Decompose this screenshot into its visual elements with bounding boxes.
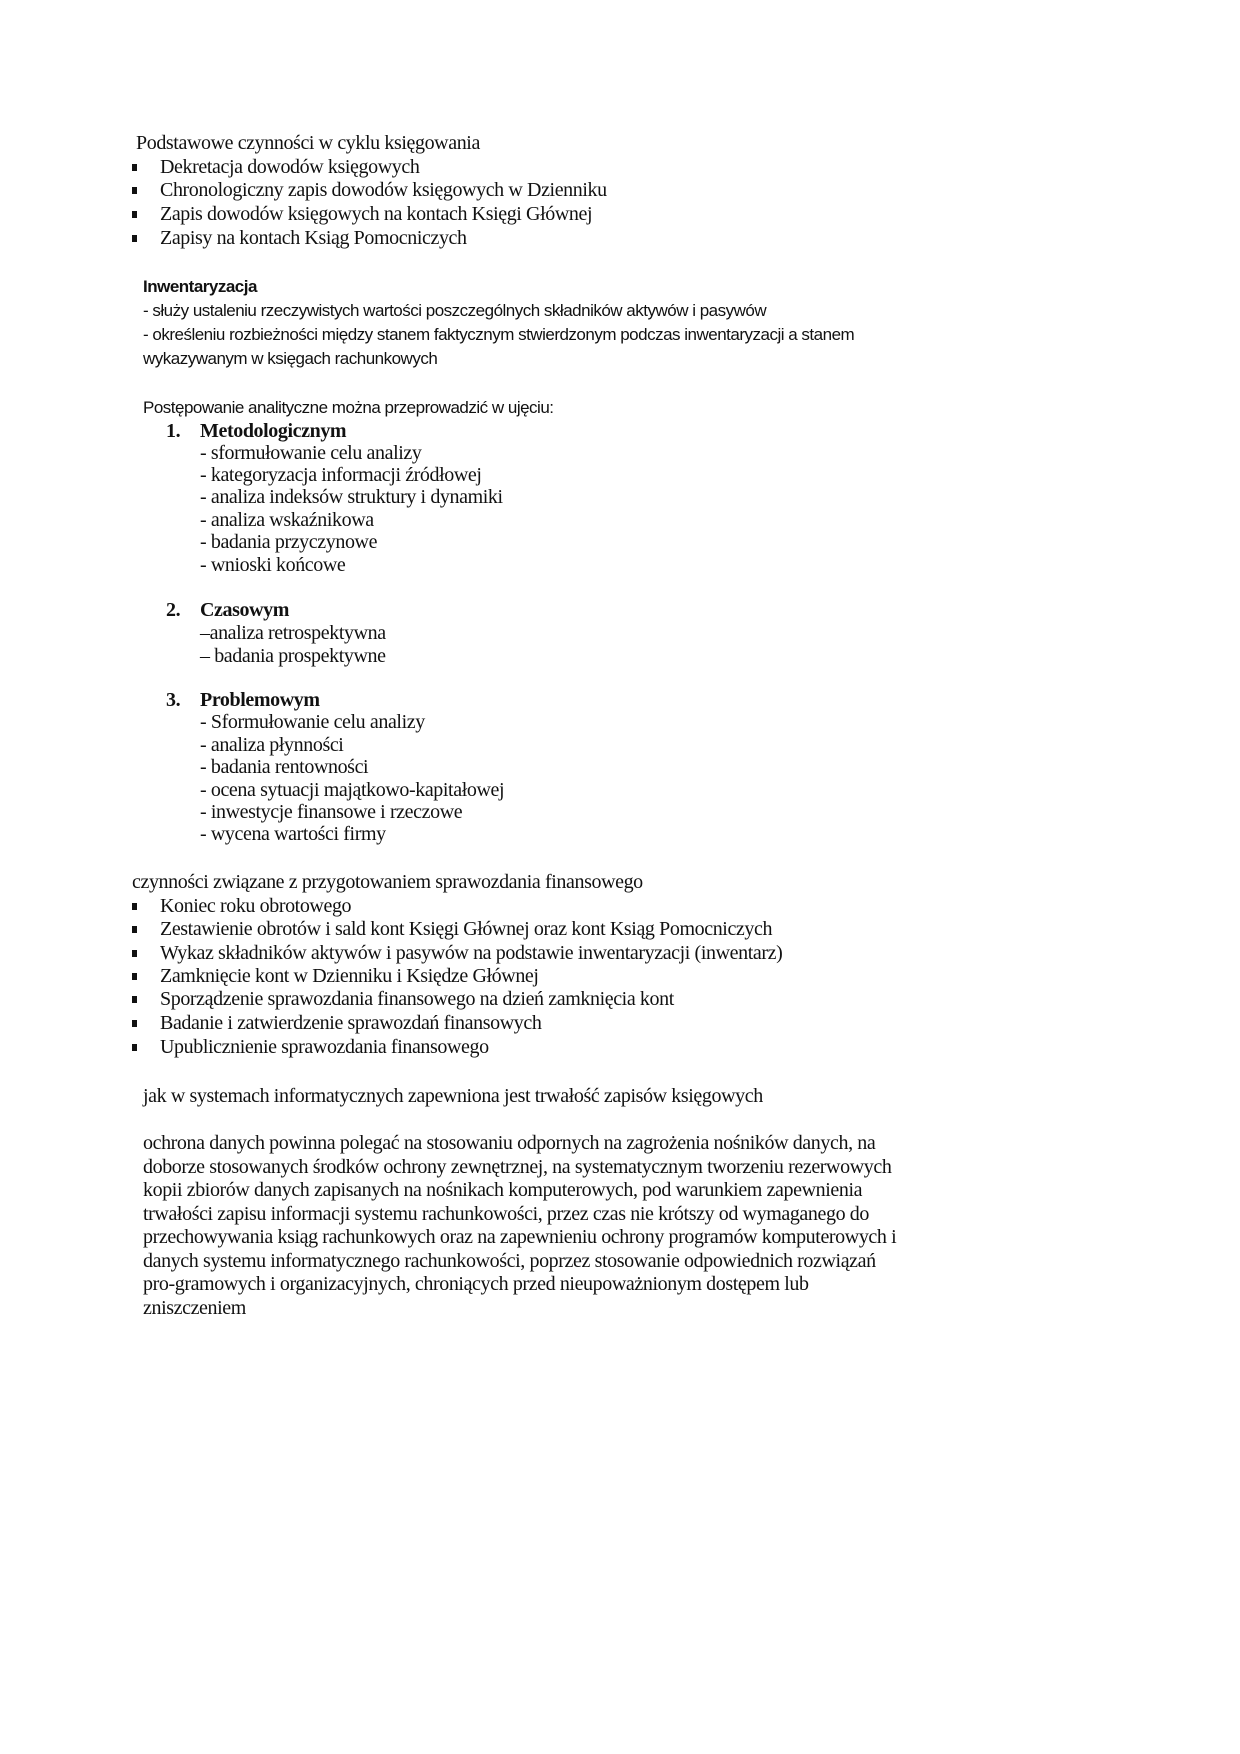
list-item: Chronologiczny zapis dowodów księgowych w Dzienniku bbox=[160, 179, 607, 201]
paragraph-line: przechowywania ksiąg rachunkowych oraz na zapewnieniu ochrony programów komputerowych i bbox=[143, 1226, 897, 1248]
bullet-icon bbox=[132, 903, 137, 910]
bullet-icon bbox=[132, 164, 137, 171]
text-line: wykazywanym w księgach rachunkowych bbox=[143, 349, 438, 368]
list-item: Sporządzenie sprawozdania finansowego na dzień zamknięcia kont bbox=[160, 988, 674, 1010]
section-title: czynności związane z przygotowaniem sprawozdania finansowego bbox=[132, 871, 643, 893]
section-intro: Postępowanie analityczne można przeprowadzić w ujęciu: bbox=[143, 398, 554, 417]
list-item: - inwestycje finansowe i rzeczowe bbox=[200, 801, 463, 823]
bullet-icon bbox=[132, 211, 137, 218]
list-item: –analiza retrospektywna bbox=[200, 622, 386, 644]
list-item: Koniec roku obrotowego bbox=[160, 895, 352, 917]
list-item: - analiza indeksów struktury i dynamiki bbox=[200, 486, 503, 508]
bullet-icon bbox=[132, 235, 137, 242]
list-item: Zamknięcie kont w Dzienniku i Księdze Głównej bbox=[160, 965, 539, 987]
bullet-icon bbox=[132, 996, 137, 1003]
paragraph-line: ochrona danych powinna polegać na stosowaniu odpornych na zagrożenia nośników danych, na bbox=[143, 1132, 876, 1154]
bullet-icon bbox=[132, 1020, 137, 1027]
list-item: - analiza płynności bbox=[200, 734, 344, 756]
list-item: - Sformułowanie celu analizy bbox=[200, 711, 425, 733]
list-item: - ocena sytuacji majątkowo-kapitałowej bbox=[200, 779, 505, 801]
text-line: - służy ustaleniu rzeczywistych wartości poszczególnych składników aktywów i pasywów bbox=[143, 301, 767, 320]
bullet-icon bbox=[132, 973, 137, 980]
list-item: Zapisy na kontach Ksiąg Pomocniczych bbox=[160, 227, 467, 249]
bullet-icon bbox=[132, 1044, 137, 1051]
list-item: Wykaz składników aktywów i pasywów na podstawie inwentaryzacji (inwentarz) bbox=[160, 942, 783, 964]
list-item: Upublicznienie sprawozdania finansowego bbox=[160, 1036, 489, 1058]
paragraph-line: trwałości zapisu informacji systemu rachunkowości, przez czas nie krótszy od wymaganego do bbox=[143, 1203, 869, 1225]
group-title: Metodologicznym bbox=[200, 420, 347, 442]
list-item: – badania prospektywne bbox=[200, 645, 386, 667]
list-item: - sformułowanie celu analizy bbox=[200, 442, 422, 464]
paragraph-line: doborze stosowanych środków ochrony zewnętrznej, na systematycznym tworzeniu rezerwowych bbox=[143, 1156, 892, 1178]
section-question: jak w systemach informatycznych zapewniona jest trwałość zapisów księgowych bbox=[143, 1085, 763, 1107]
bullet-icon bbox=[132, 187, 137, 194]
paragraph-line: danych systemu informatycznego rachunkowości, poprzez stosowanie odpowiednich rozwiązań bbox=[143, 1250, 876, 1272]
section-heading: Inwentaryzacja bbox=[143, 277, 257, 296]
list-item: - wnioski końcowe bbox=[200, 554, 346, 576]
text-line: - określeniu rozbieżności między stanem faktycznym stwierdzonym podczas inwentaryzacji a stanem bbox=[143, 325, 855, 344]
bullet-icon bbox=[132, 926, 137, 933]
bullet-icon bbox=[132, 950, 137, 957]
group-number: 2. bbox=[166, 599, 181, 621]
list-item: - kategoryzacja informacji źródłowej bbox=[200, 464, 482, 486]
group-number: 3. bbox=[166, 689, 181, 711]
paragraph-line: kopii zbiorów danych zapisanych na nośnikach komputerowych, pod warunkiem zapewnienia bbox=[143, 1179, 863, 1201]
paragraph-line: zniszczeniem bbox=[143, 1297, 246, 1319]
list-item: - badania przyczynowe bbox=[200, 531, 378, 553]
paragraph-line: pro-gramowych i organizacyjnych, chroniących przed nieupoważnionym dostępem lub bbox=[143, 1273, 809, 1295]
list-item: - wycena wartości firmy bbox=[200, 823, 386, 845]
list-item: Zapis dowodów księgowych na kontach Księgi Głównej bbox=[160, 203, 593, 225]
list-item: Zestawienie obrotów i sald kont Księgi Głównej oraz kont Ksiąg Pomocniczych bbox=[160, 918, 773, 940]
list-item: - badania rentowności bbox=[200, 756, 369, 778]
list-item: Dekretacja dowodów księgowych bbox=[160, 156, 420, 178]
section-title: Podstawowe czynności w cyklu księgowania bbox=[136, 132, 480, 154]
list-item: - analiza wskaźnikowa bbox=[200, 509, 374, 531]
list-item: Badanie i zatwierdzenie sprawozdań finansowych bbox=[160, 1012, 542, 1034]
group-title: Czasowym bbox=[200, 599, 290, 621]
group-title: Problemowym bbox=[200, 689, 320, 711]
group-number: 1. bbox=[166, 420, 181, 442]
